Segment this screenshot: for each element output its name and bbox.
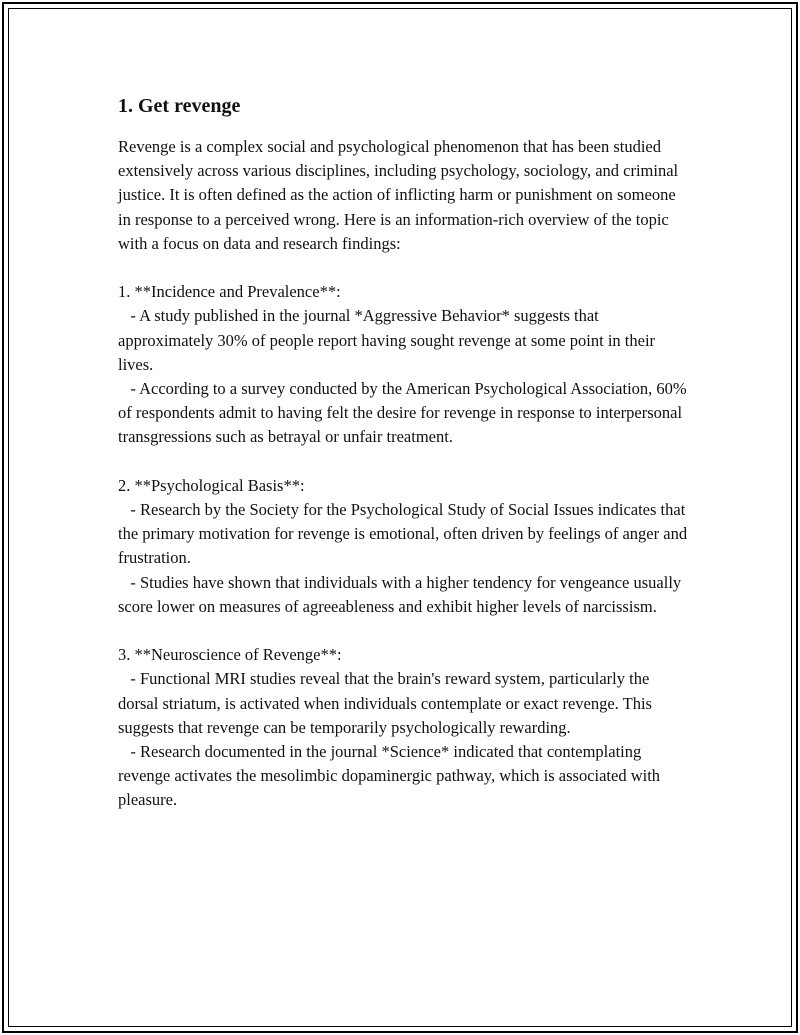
section-point: - Functional MRI studies reveal that the brain's reward system, particularly the dorsal striatum, is activated when individuals contemplate or exact revenge. This suggests that revenge can be temporarily psychologically rewarding.	[118, 669, 657, 737]
section-point: - A study published in the journal *Aggressive Behavior* suggests that approximately 30% of people report having sought revenge at some point in their lives.	[118, 306, 660, 374]
section-point: - According to a survey conducted by the American Psychological Association, 60% of respondents admit to having felt the desire for revenge in response to interpersonal transgressions such as betrayal or unfair treatment.	[118, 379, 691, 447]
section-neuroscience	[118, 643, 688, 812]
section-point: - Research documented in the journal *Science* indicated that contemplating revenge activates the mesolimbic dopaminergic pathway, which is associated with pleasure.	[118, 742, 665, 810]
spacer-line	[118, 450, 688, 474]
section-title: 1. **Incidence and Prevalence**:	[118, 282, 341, 302]
spacer-line	[118, 256, 688, 280]
document-body	[118, 94, 692, 813]
intro-paragraph: Revenge is a complex social and psychological phenomenon that has been studied extensively across various disciplines, including psychology, sociology, and criminal justice. It is often defined as the action of inflicting harm or punishment on someone in response to a perceived wrong. Here is an information-rich overview of the topic with a focus on data and research findings:	[118, 137, 683, 253]
section-point: - Research by the Society for the Psychological Study of Social Issues indicates that the primary motivation for revenge is emotional, often driven by feelings of anger and frustration.	[118, 500, 692, 568]
section-psychological-basis	[118, 474, 692, 619]
document-heading: 1. Get revenge	[118, 95, 241, 117]
section-title: 3. **Neuroscience of Revenge**:	[118, 645, 342, 665]
spacer-line	[118, 619, 688, 643]
section-title: 2. **Psychological Basis**:	[118, 475, 305, 495]
section-point: - Studies have shown that individuals with a higher tendency for vengeance usually score lower on measures of agreeableness and exhibit higher levels of narcissism.	[118, 572, 686, 616]
section-incidence	[118, 280, 691, 449]
